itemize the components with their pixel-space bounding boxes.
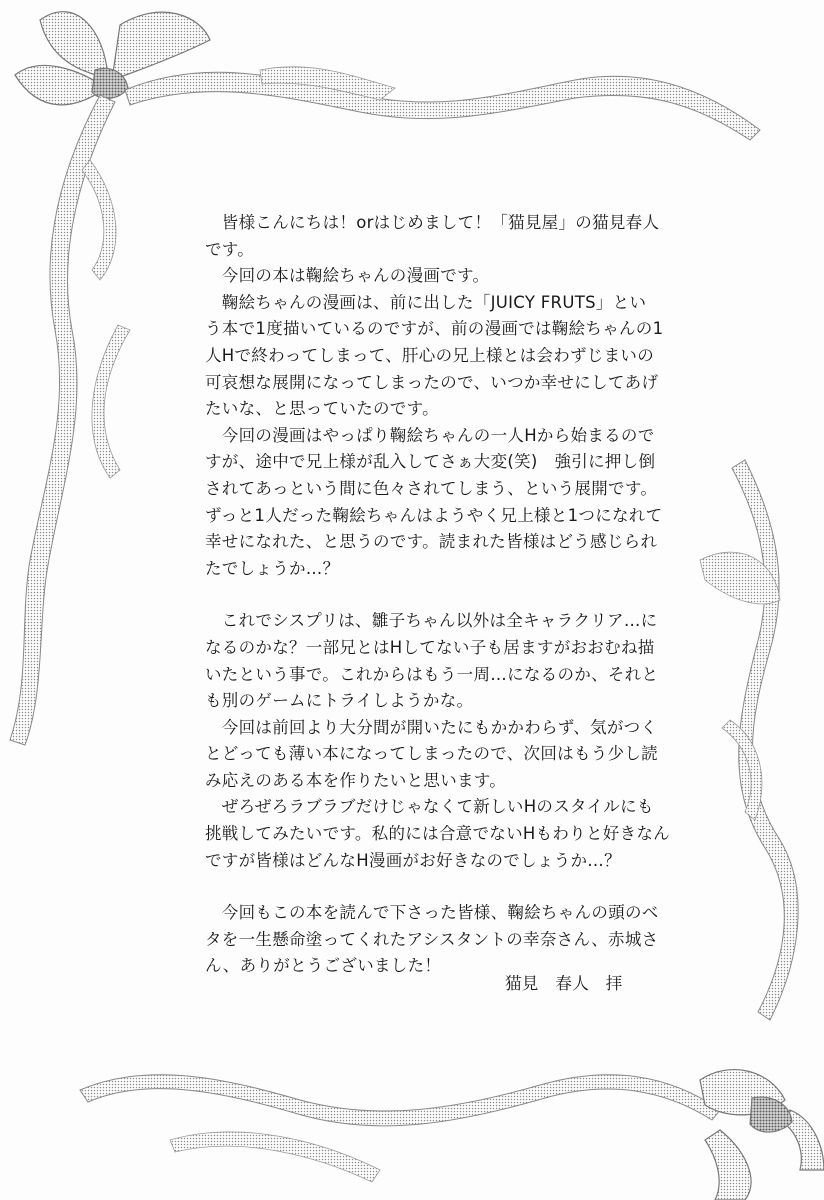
author-signature: 猫見 春人 拝 [505, 974, 623, 993]
bottom-right-bow [700, 1070, 824, 1200]
text-line: 今回の漫画はやっぱり鞠絵ちゃんの一人Hから始まるので [205, 425, 655, 445]
left-ribbon-lower [92, 325, 130, 478]
text-line: です。 [205, 239, 255, 259]
text-line: も別のゲームにトライしようかな。 [205, 691, 474, 711]
text-line: ですが皆様はどんなH漫画がお好きなのでしょうか…？ [205, 850, 621, 870]
text-line: 可哀想な展開になってしまったので、いつか幸せにしてあげ [205, 372, 659, 392]
bottom-ribbon-fold [170, 1132, 380, 1182]
text-line: 人Hで終わってしまって、肝心の兄上様とは会わずじまいの [205, 345, 655, 365]
text-line: み応えのある本を作りたいと思います。 [205, 770, 507, 790]
text-line: 鞠絵ちゃんの漫画は、前に出した「JUICY FRUTS」とい [205, 292, 647, 312]
text-line: たいな、と思っていたのです。 [205, 399, 439, 419]
text-line: う本で1度描いているのですが、前の漫画では鞠絵ちゃんの1 [205, 319, 664, 339]
text-line: ずっと1人だった鞠絵ちゃんはようやく兄上様と1つになれて [205, 505, 663, 525]
text-line: 幸せになれた、と思うのです。読まれた皆様はどう感じられ [205, 532, 658, 552]
paragraph-future-plans [205, 608, 670, 874]
text-line: 今回もこの本を読んで下さった皆様、鞠絵ちゃんの頭のベ [205, 903, 659, 923]
text-line: たでしょうか…？ [205, 558, 340, 578]
text-line: ぜろぜろラブラブだけじゃなくて新しいHのスタイルにも [205, 797, 654, 817]
text-line: 挑戦してみたいです。私的には合意でないHもわりと好きなん [205, 824, 670, 844]
text-line: タを一生懸命塗ってくれたアシスタントの幸奈さん、赤城さ [205, 929, 659, 949]
paragraph-intro [205, 210, 664, 582]
bottom-ribbon-strip [80, 1075, 720, 1126]
text-line: とどっても薄い本になってしまったので、次回はもう少し読 [205, 744, 658, 764]
text-line: されてあっという間に色々されてしまう、という展開です。 [205, 478, 658, 498]
text-line: 皆様こんにちは！orはじめまして！「猫見屋」の猫見春人 [205, 213, 660, 232]
text-line: これでシスプリは、雛子ちゃん以外は全キャラクリア…に [205, 611, 658, 631]
left-ribbon-curl [82, 160, 116, 280]
text-line: すが、途中で兄上様が乱入してさぁ大変(笑) 強引に押し倒 [205, 452, 656, 472]
text-line: 今回は前回より大分間が開いたにもかかわらず、気がつく [205, 717, 658, 737]
top-ribbon-strip [125, 72, 760, 140]
text-line: ん、ありがとうございました！ [205, 956, 442, 976]
text-line: いたという事で。これからはもう一周…になるのか、それと [205, 664, 659, 684]
afterword-text [205, 210, 670, 980]
text-line: なるのかな？一部兄とはHしてない子も居ますがおおむね描 [205, 637, 655, 657]
paragraph-thanks [205, 900, 659, 980]
text-line: 今回の本は鞠絵ちゃんの漫画です。 [205, 266, 490, 286]
